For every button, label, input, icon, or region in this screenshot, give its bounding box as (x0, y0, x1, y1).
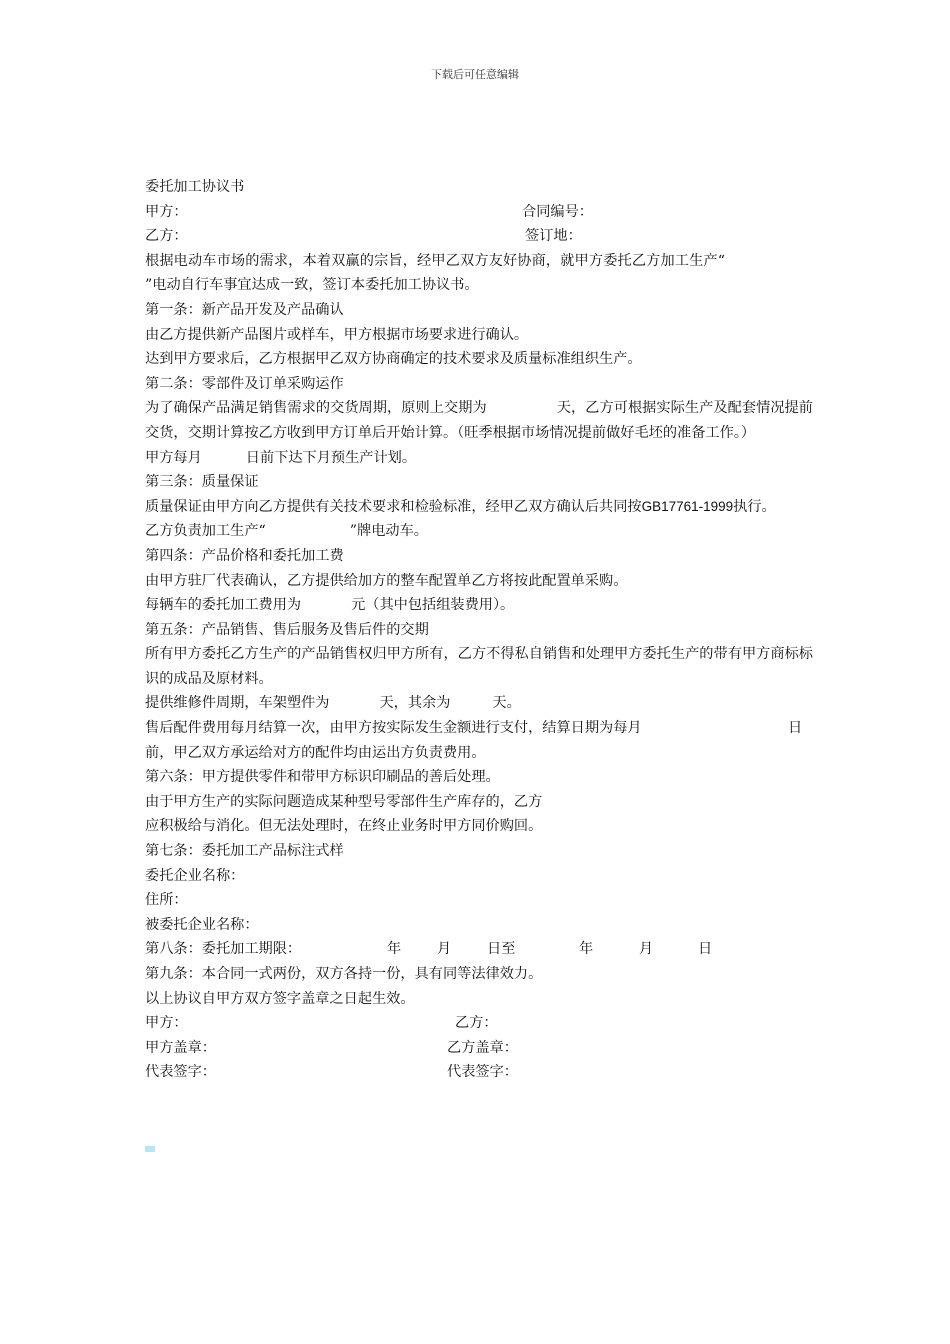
seal-party-b: 乙方盖章： (447, 1039, 518, 1056)
address-label: 住所： (145, 892, 188, 909)
section-1-para-2: 达到甲方要求后，乙方根据甲乙双方协商确定的技术要求及质量标准组织生产。 (145, 351, 642, 368)
section-3-para-1: 质量保证由甲方向乙方提供有关技术要求和检验标准，经甲乙双方确认后共同按GB17761-1999执行。 (145, 498, 776, 515)
section-4-para-1: 由甲方驻厂代表确认，乙方提供给加方的整车配置单乙方将按此配置单采购。 (145, 572, 628, 589)
section-3-title: 第三条：质量保证 (145, 474, 259, 491)
contract-number-label: 合同编号： (522, 203, 593, 220)
section-5-para-1: 所有甲方委托乙方生产的产品销售权归甲方所有，乙方不得私自销售和处理甲方委托生产的带有甲方商标标识的成品及原材料。 (145, 646, 813, 687)
party-a-label: 甲方： (145, 203, 188, 220)
section-4-title: 第四条：产品价格和委托加工费 (145, 547, 344, 564)
signing-place-label: 签订地： (525, 228, 582, 245)
signature-party-b: 乙方： (455, 1015, 498, 1032)
commissioning-company-label: 委托企业名称： (145, 867, 245, 884)
section-6-para-2: 应积极给与消化。但无法处理时，在终止业务时甲方同价购回。 (145, 818, 543, 835)
section-1-title: 第一条：新产品开发及产品确认 (145, 301, 344, 318)
section-5-title: 第五条：产品销售、售后服务及售后件的交期 (145, 621, 429, 638)
signature-parties (145, 1011, 813, 1036)
section-2-para-1: 为了确保产品满足销售需求的交货周期，原则上交期为 天，乙方可根据实际生产及配套情况提前交货，交期计算按乙方收到甲方订单后开始计算。（旺季根据市场情况提前做好毛坯的准备工作。） (145, 400, 813, 441)
standard-code: GB17761-1999 (641, 498, 734, 514)
section-7-title: 第七条：委托加工产品标注式样 (145, 843, 344, 860)
section-6-title: 第六条：甲方提供零件和带甲方标识印刷品的善后处理。 (145, 769, 500, 786)
section-6-para-1: 由于甲方生产的实际问题造成某种型号零部件生产库存的，乙方 (145, 793, 543, 810)
page-header: 下载后可任意编辑 (431, 68, 519, 81)
signature-party-a: 甲方： (145, 1015, 188, 1032)
rep-sign-party-b: 代表签字： (447, 1064, 518, 1081)
section-5-para-3: 售后配件费用每月结算一次，由甲方按实际发生金额进行支付，结算日期为每月 日 (145, 720, 803, 737)
section-4-para-2: 每辆车的委托加工费用为 元（其中包括组装费用）。 (145, 597, 515, 614)
section-5-para-3-cont: 前，甲乙双方承运给对方的配件均由运出方负责费用。 (145, 744, 486, 761)
party-b-label: 乙方： (145, 228, 188, 245)
signature-seals (145, 1036, 813, 1061)
signature-representatives (145, 1060, 813, 1085)
contract-body (145, 175, 813, 1085)
rep-sign-party-a: 代表签字： (145, 1064, 216, 1081)
effective-clause: 以上协议自甲方双方签字盖章之日起生效。 (145, 990, 415, 1007)
section-5-para-2: 提供维修件周期，车架塑件为 天，其余为 天。 (145, 695, 521, 712)
commissioned-company-label: 被委托企业名称： (145, 916, 259, 933)
intro-paragraph: 根据电动车市场的需求，本着双赢的宗旨，经甲乙双方友好协商，就甲方委托乙方加工生产“”电动自行车事宜达成一致，签订本委托加工协议书。 (145, 252, 725, 294)
section-3-para-2: 乙方负责加工生产“ ”牌电动车。 (145, 523, 428, 540)
section-9: 第九条：本合同一式两份，双方各持一份，具有同等法律效力。 (145, 966, 543, 982)
party-b-row (145, 224, 813, 249)
section-2-title: 第二条：零部件及订单采购运作 (145, 375, 344, 392)
section-1-para-1: 由乙方提供新产品图片或样车，甲方根据市场要求进行确认。 (145, 326, 529, 343)
doc-title: 委托加工协议书 (145, 179, 245, 195)
seal-party-a: 甲方盖章： (145, 1039, 216, 1056)
party-a-row (145, 200, 813, 225)
text-cursor-marker (145, 1146, 155, 1152)
section-2-para-2: 甲方每月 日前下达下月预生产计划。 (145, 449, 417, 466)
section-8-period: 第八条：委托加工期限： 年 月 日至 年 月 日 (145, 941, 713, 958)
